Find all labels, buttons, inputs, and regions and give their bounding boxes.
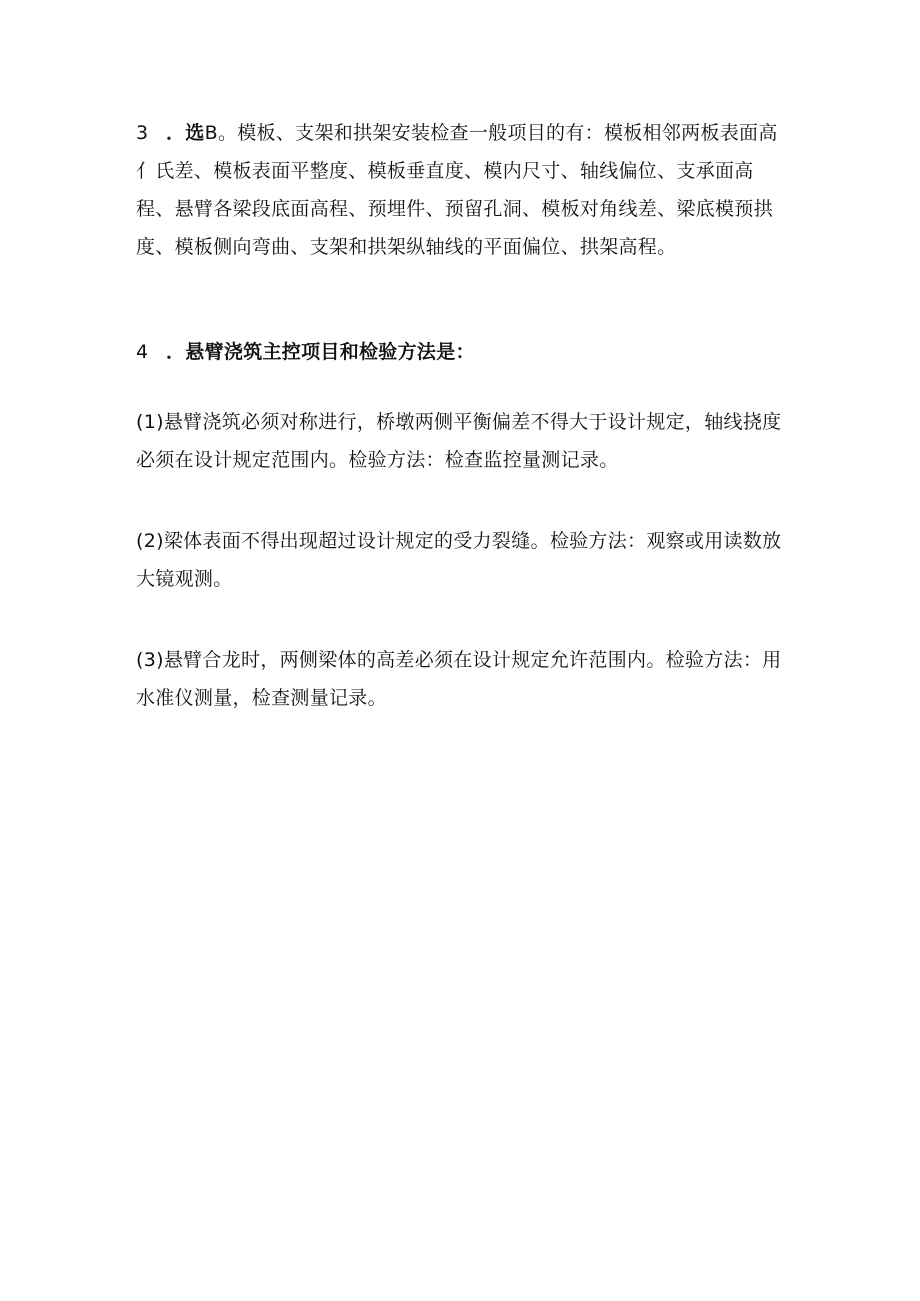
item-3-paragraph <box>136 114 786 266</box>
point-3-paragraph: (3)悬臂合龙时，两侧梁体的高差必须在设计规定允许范围内。检验方法：用水准仪测量，检查测量记录。 <box>136 649 782 709</box>
item-3-text: 模板、支架和拱架安装检查一般项目的有：模板相邻两板表面高亻氏差、模板表面平整度、模板垂直度、模内尺寸、轴线偏位、支承面高程、悬臂各梁段底面高程、预埋件、预留孔洞、模板对角线差、梁底模预拱度、模板侧向弯曲、支架和拱架纵轴线的平面偏位、拱架高程。 <box>136 122 778 258</box>
item-3-answer: B。 <box>204 122 238 144</box>
point-2-paragraph: (2)梁体表面不得出现超过设计规定的受力裂缝。检验方法：观察或用读数放大镜观测。 <box>136 530 782 590</box>
item-4-heading-text: ．悬臂浇筑主控项目和检验方法是： <box>166 341 475 363</box>
point-1-paragraph: (1)悬臂浇筑必须对称进行，桥墩两侧平衡偏差不得大于设计规定，轴线挠度必须在设计规定范围内。检验方法：检查监控量测记录。 <box>136 411 782 471</box>
item-4-heading <box>136 333 786 371</box>
item-4-number: 4 <box>136 341 149 363</box>
item-3-lead: ．选 <box>166 122 205 144</box>
item-3-number: 3 <box>136 122 149 144</box>
